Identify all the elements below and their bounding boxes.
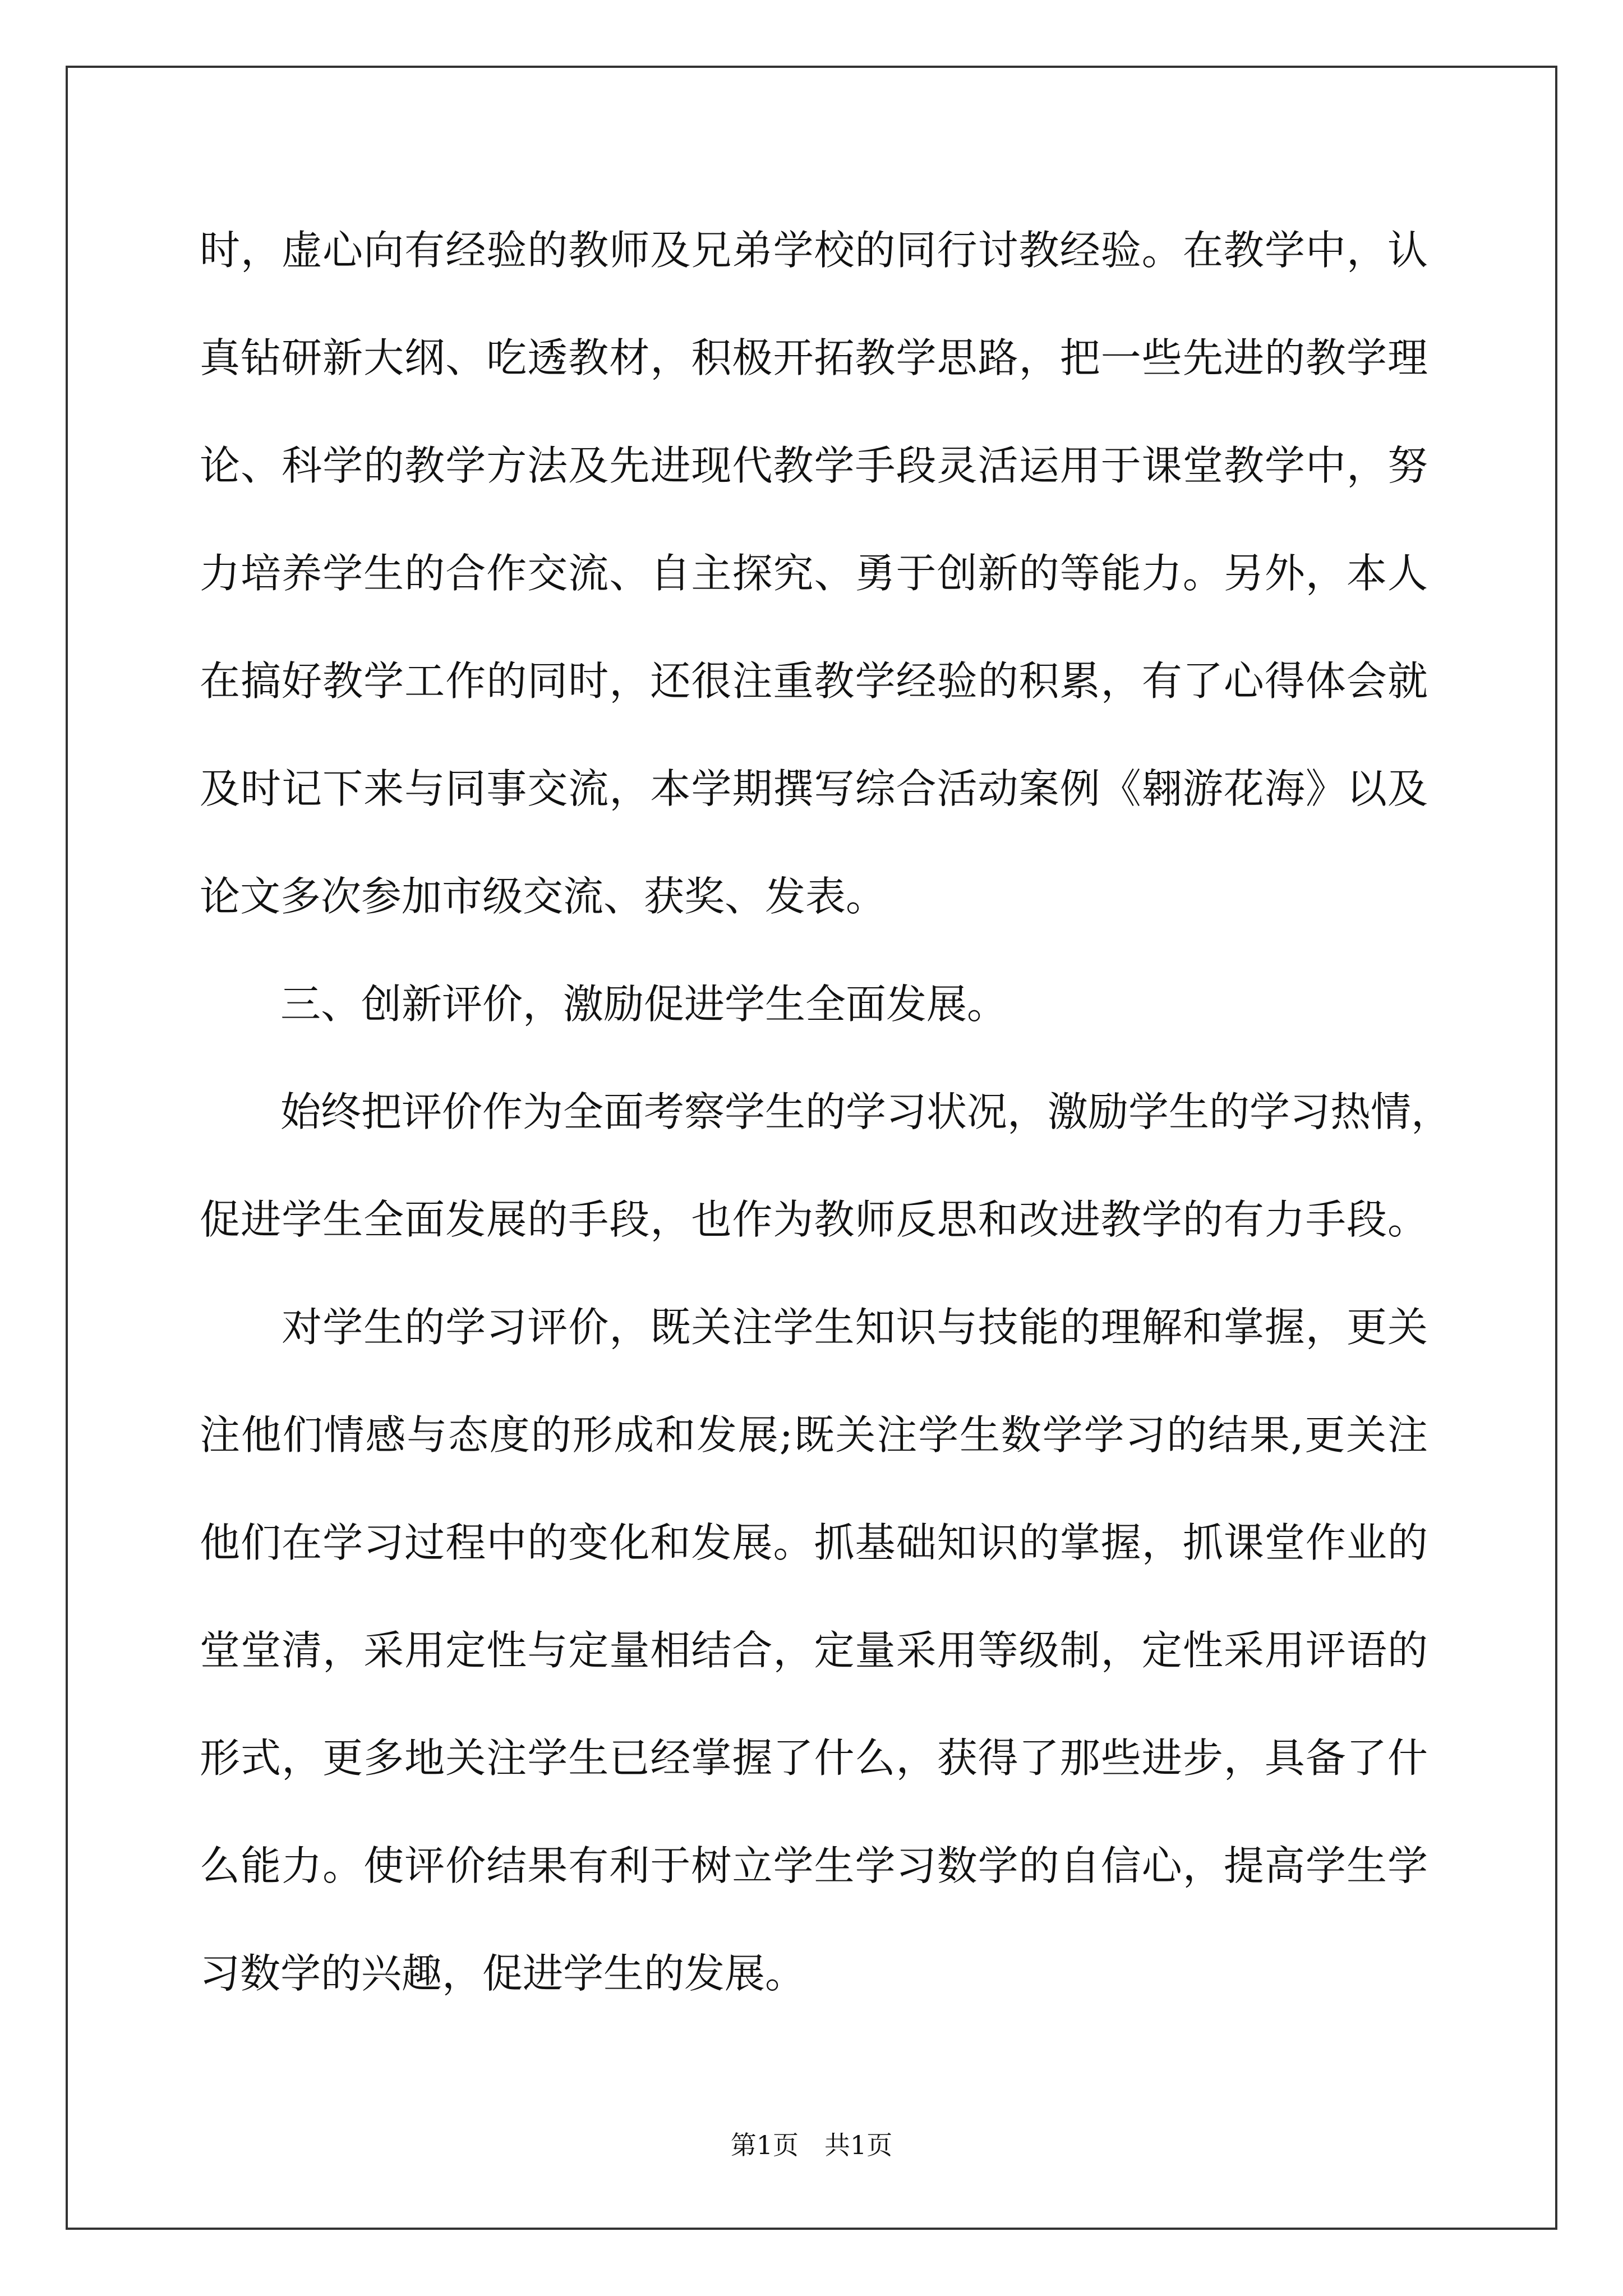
body-line: 对学生的学习评价，既关注学生知识与技能的理解和掌握，更关 <box>200 1304 1428 1351</box>
body-line: 时，虚心向有经验的教师及兄弟学校的同行讨教经验。在教学中，认 <box>200 227 1428 274</box>
body-line: 形式，更多地关注学生已经掌握了什么，获得了那些进步，具备了什 <box>200 1734 1428 1782</box>
section-heading: 三、创新评价，激励促进学生全面发展。 <box>200 981 1008 1028</box>
body-line: 及时记下来与同事交流，本学期撰写综合活动案例《翱游花海》以及 <box>200 765 1428 812</box>
body-line: 他们在学习过程中的变化和发展。抓基础知识的掌握，抓课堂作业的 <box>200 1519 1428 1566</box>
body-line: 论文多次参加市级交流、获奖、发表。 <box>200 873 887 920</box>
body-line: 力培养学生的合作交流、自主探究、勇于创新的等能力。另外，本人 <box>200 550 1428 597</box>
page-number-footer: 第1页 共1页 <box>730 2130 893 2160</box>
body-line: 论、科学的教学方法及先进现代教学手段灵活运用于课堂教学中，努 <box>200 442 1428 489</box>
document-body <box>200 208 1452 2039</box>
body-line: 习数学的兴趣，促进学生的发展。 <box>200 1950 806 1997</box>
body-line: 注他们情感与态度的形成和发展;既关注学生数学学习的结果,更关注 <box>200 1411 1428 1458</box>
body-line: 真钻研新大纲、吃透教材，积极开拓教学思路，把一些先进的教学理 <box>200 334 1428 381</box>
body-line: 促进学生全面发展的手段，也作为教师反思和改进教学的有力手段。 <box>200 1196 1428 1243</box>
body-line: 堂堂清，采用定性与定量相结合，定量采用等级制，定性采用评语的 <box>200 1627 1428 1674</box>
body-line: 在搞好教学工作的同时，还很注重教学经验的积累，有了心得体会就 <box>200 657 1428 705</box>
body-line: 始终把评价作为全面考察学生的学习状况，激励学生的学习热情， <box>200 1088 1452 1135</box>
body-line: 么能力。使评价结果有利于树立学生学习数学的自信心，提高学生学 <box>200 1842 1428 1889</box>
